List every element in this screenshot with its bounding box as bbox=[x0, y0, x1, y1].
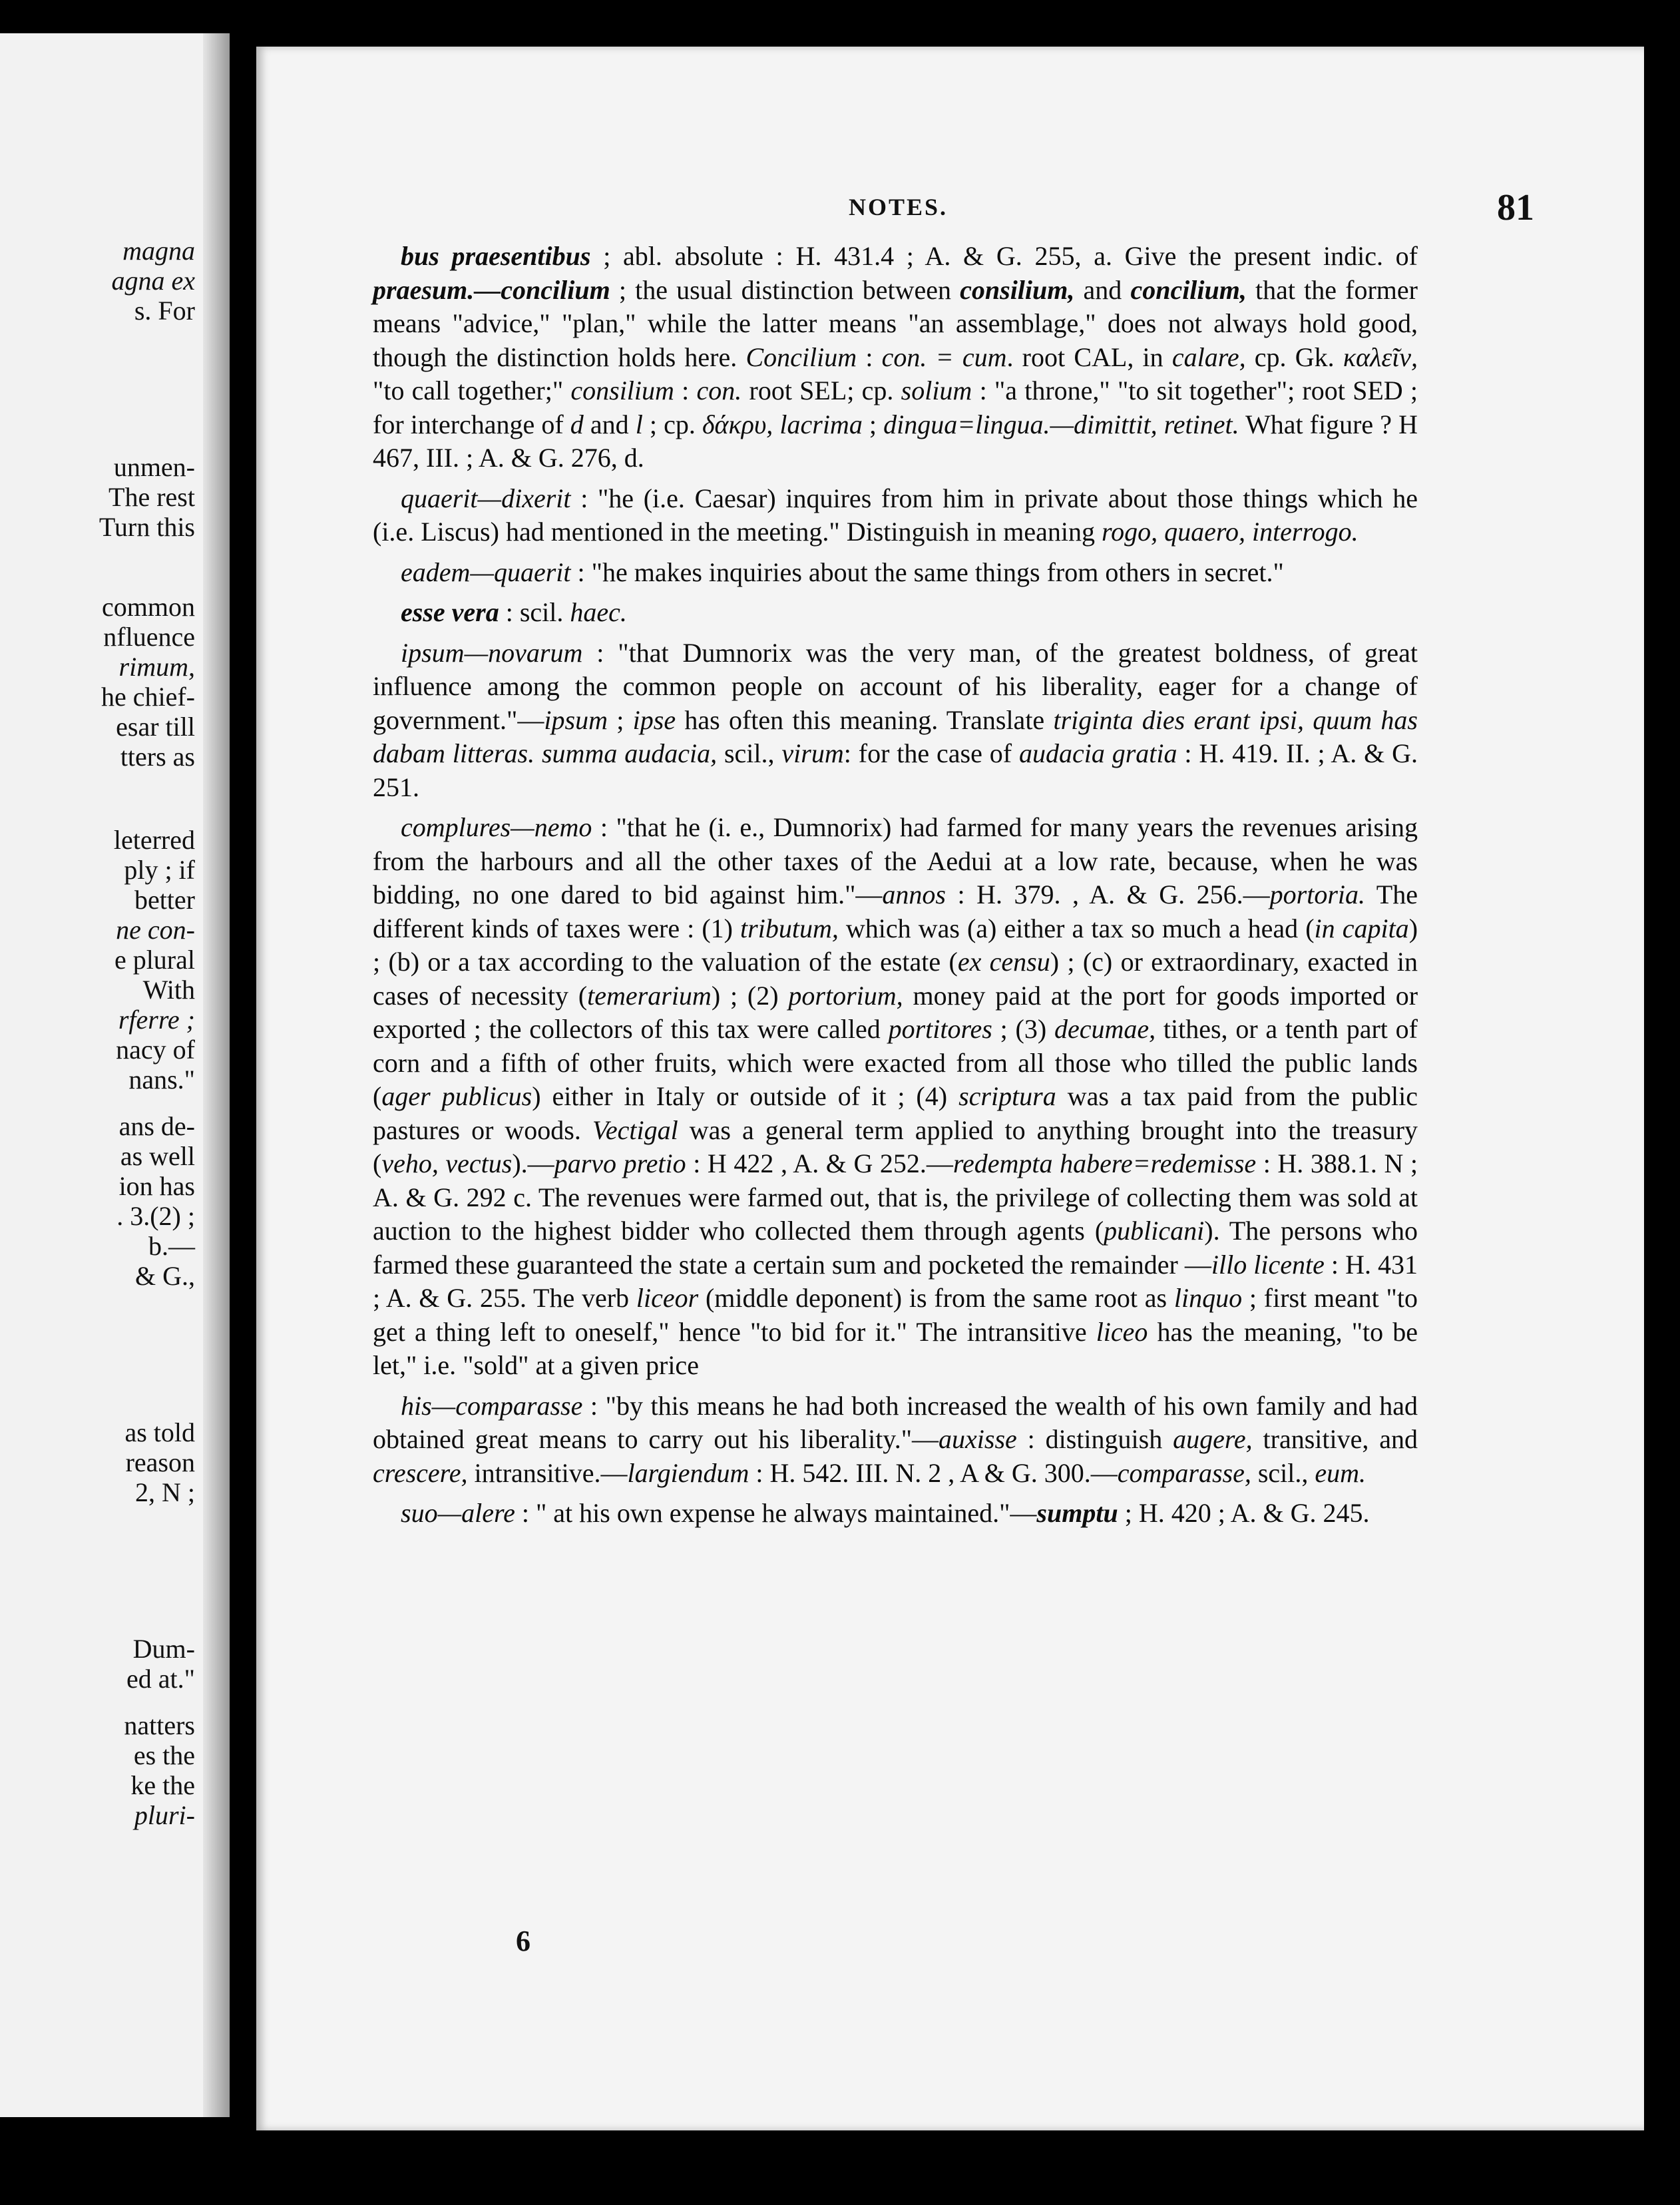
note-term: haec. bbox=[570, 597, 627, 627]
note-text: What figure ? H 467, III. ; A. & G. 276, d. bbox=[373, 409, 1418, 473]
note-text: and bbox=[583, 409, 636, 439]
note-term: temerarium bbox=[587, 980, 712, 1011]
note-term: calare, bbox=[1171, 342, 1246, 372]
left-page-line: The rest bbox=[108, 482, 195, 512]
note-term: eum. bbox=[1315, 1457, 1366, 1488]
note-paragraph bbox=[373, 556, 1418, 590]
note-text: : for the case of bbox=[843, 738, 1019, 768]
note-term: consilium bbox=[570, 375, 674, 405]
notes-body bbox=[373, 240, 1418, 1537]
note-term: con. = cum bbox=[881, 342, 1007, 372]
note-term: bus praesentibus bbox=[401, 241, 591, 271]
note-paragraph bbox=[373, 240, 1418, 475]
note-paragraph bbox=[373, 1389, 1418, 1491]
left-page-line: leterred bbox=[113, 825, 195, 855]
note-text: : distinguish bbox=[1016, 1424, 1173, 1454]
note-text: ; bbox=[607, 704, 633, 735]
left-page-line: ans de- bbox=[118, 1111, 195, 1141]
note-term: auxisse bbox=[939, 1424, 1017, 1454]
note-term: veho, vectus bbox=[381, 1148, 513, 1178]
note-text: : "that he (i. e., Dumnorix) had farmed for many years the revenues arising from the harbours and all the other taxes of the Aedui at a low rate, because, when he was bidding, no one dared to bid against him."— bbox=[373, 812, 1418, 909]
left-page-line: magna bbox=[122, 236, 195, 266]
signature-mark: 6 bbox=[516, 1925, 530, 1957]
note-text: ) either in Italy or outside of it ; (4) bbox=[532, 1081, 959, 1111]
note-text: ).— bbox=[512, 1148, 554, 1178]
note-term: in capita bbox=[1314, 913, 1409, 943]
left-page-line: nfluence bbox=[103, 622, 195, 652]
note-text: ; the usual distinction between bbox=[610, 274, 960, 305]
note-text: ; abl. absolute : H. 431.4 ; A. & G. 255, a. Give the present indic. of bbox=[590, 241, 1418, 271]
note-text: and bbox=[1074, 274, 1131, 305]
note-text: ; cp. bbox=[642, 409, 702, 439]
note-text: (middle deponent) is from the same root as bbox=[698, 1283, 1174, 1313]
page-gutter bbox=[203, 33, 230, 2117]
note-text: : H 422 , A. & G 252.— bbox=[686, 1148, 953, 1178]
left-page-line: Turn this bbox=[99, 512, 195, 542]
note-text: : H. 431 ; A. & G. 255. The verb bbox=[373, 1249, 1418, 1313]
note-term: praesum.—concilium bbox=[373, 274, 610, 305]
note-term: esse vera bbox=[401, 597, 499, 627]
note-text: was a tax paid from the public pastures or woods. bbox=[373, 1081, 1418, 1145]
note-term: ipsum bbox=[544, 704, 608, 735]
note-text: was a general term applied to anything brought into the treasury ( bbox=[373, 1114, 1418, 1178]
note-paragraph bbox=[373, 482, 1418, 549]
note-text: : "he (i.e. Caesar) inquires from him in private about those things which he (i.e. Liscus) had mentioned in the meeting." Distinguish in meaning bbox=[373, 483, 1418, 547]
note-text: ; bbox=[862, 409, 884, 439]
note-term: parvo pretio bbox=[554, 1148, 686, 1178]
left-page-line: 2, N ; bbox=[135, 1477, 195, 1507]
note-paragraph bbox=[373, 636, 1418, 805]
note-term: crescere, bbox=[373, 1457, 468, 1488]
note-text: ) ; (2) bbox=[711, 980, 789, 1011]
note-term: liceor bbox=[636, 1283, 699, 1313]
note-text: ) ; (b) or a tax according to the valuation of the estate ( bbox=[373, 913, 1418, 977]
note-term: portitores bbox=[888, 1014, 992, 1044]
left-page-line: s. For bbox=[134, 296, 195, 326]
left-page-line: tters as bbox=[120, 742, 195, 772]
left-page-line: better bbox=[134, 885, 195, 915]
page-number: 81 bbox=[1497, 187, 1534, 228]
note-term: illo licente bbox=[1211, 1249, 1325, 1280]
note-term: solium bbox=[901, 375, 972, 405]
left-page-line: . 3.(2) ; bbox=[116, 1201, 195, 1231]
left-page-line: he chief- bbox=[101, 682, 195, 712]
left-page-line: ke the bbox=[130, 1770, 195, 1800]
note-term: rogo, quaero, interrogo. bbox=[1102, 517, 1359, 547]
note-term: ex censu bbox=[957, 947, 1050, 977]
note-term: d bbox=[570, 409, 584, 439]
left-page-line: b.— bbox=[148, 1231, 195, 1261]
left-page-line: common bbox=[102, 592, 195, 622]
note-text: root SEL; cp. bbox=[741, 375, 901, 405]
left-page-line: ne con- bbox=[116, 915, 195, 945]
note-paragraph bbox=[373, 811, 1418, 1383]
note-term: ager publicus bbox=[381, 1081, 532, 1111]
note-text: which was (a) either a tax so much a head ( bbox=[838, 913, 1315, 943]
note-text: ; first meant "to get a thing left to oneself," hence "to bid for it." The intransitive bbox=[373, 1283, 1418, 1347]
note-term: triginta dies erant ipsi, quum has dabam litteras. summa audacia, bbox=[373, 704, 1418, 768]
left-page-line: unmen‑ bbox=[113, 452, 195, 482]
note-text: tithes, or a tenth part of corn and a fifth of other fruits, which were exacted from all those who tilled the public lands ( bbox=[373, 1014, 1418, 1111]
left-page-line: nacy of bbox=[116, 1035, 195, 1065]
note-term: eadem—quaerit bbox=[401, 557, 571, 587]
left-page-line: & G., bbox=[135, 1261, 195, 1291]
note-term: δάκρυ, lacrima bbox=[702, 409, 863, 439]
note-text: . root CAL, in bbox=[1006, 342, 1172, 372]
left-page-line: nans." bbox=[128, 1065, 195, 1095]
note-term: dingua=lingua.—dimittit, retinet. bbox=[883, 409, 1239, 439]
note-term: ipsum—novarum bbox=[401, 637, 583, 668]
note-text: : H. 542. III. N. 2 , A & G. 300.— bbox=[749, 1457, 1118, 1488]
note-term: virum bbox=[781, 738, 844, 768]
page-header bbox=[256, 186, 1644, 233]
note-term: portoria. bbox=[1269, 879, 1366, 909]
note-term: l bbox=[635, 409, 643, 439]
left-page-line: rimum, bbox=[118, 652, 195, 682]
note-text: : " at his own expense he always maintained."— bbox=[515, 1498, 1037, 1528]
note-term: sumptu bbox=[1036, 1498, 1118, 1528]
right-page bbox=[256, 47, 1644, 2130]
note-text: : "he makes inquiries about the same things from others in secret." bbox=[570, 557, 1284, 587]
note-term: decumae, bbox=[1054, 1014, 1156, 1044]
note-term: ipse bbox=[632, 704, 676, 735]
note-term: consilium, bbox=[960, 274, 1075, 305]
note-term: Vectigal bbox=[592, 1114, 678, 1145]
note-text: cp. Gk. bbox=[1245, 342, 1343, 372]
note-term: augere, bbox=[1173, 1424, 1253, 1454]
note-term: scriptura bbox=[958, 1081, 1056, 1111]
note-paragraph bbox=[373, 596, 1418, 630]
left-page-line: as told bbox=[124, 1417, 195, 1447]
note-term: tributum, bbox=[740, 913, 839, 943]
note-term: his—comparasse bbox=[401, 1390, 583, 1421]
note-text: : "by this means he had both increased the wealth of his own family and had obtained great means to carry out his liberality."— bbox=[373, 1390, 1418, 1454]
left-page-line: natters bbox=[124, 1710, 195, 1740]
left-page-line: pluri- bbox=[134, 1800, 195, 1830]
note-term: portorium, bbox=[788, 980, 903, 1011]
left-page-line: ion has bbox=[118, 1171, 195, 1201]
left-page-line: reason bbox=[125, 1447, 195, 1477]
note-paragraph bbox=[373, 1497, 1418, 1531]
note-text: : bbox=[674, 375, 697, 405]
note-term: liceo bbox=[1096, 1316, 1148, 1347]
note-term: largiendum bbox=[627, 1457, 749, 1488]
left-page-line: ed at." bbox=[126, 1664, 195, 1694]
note-text: ; (3) bbox=[992, 1014, 1054, 1044]
note-text: has the meaning, "to be let," i.e. "sold" at a given price bbox=[373, 1316, 1418, 1380]
note-text: "to call together;" bbox=[373, 375, 571, 405]
note-text: : "a throne," "to sit together"; root SED ; for interchange of bbox=[373, 375, 1418, 439]
left-page-line: as well bbox=[120, 1141, 195, 1171]
note-text: scil., bbox=[717, 738, 782, 768]
note-term: quaerit—dixerit bbox=[401, 483, 571, 513]
left-page-line: ply ; if bbox=[124, 855, 195, 885]
note-term: linquo bbox=[1173, 1283, 1243, 1313]
note-text: : H. 379. , A. & G. 256.— bbox=[945, 879, 1270, 909]
note-term: complures—nemo bbox=[401, 812, 592, 842]
note-text: : scil. bbox=[499, 597, 570, 627]
note-text: The different kinds of taxes were : (1) bbox=[373, 879, 1418, 943]
note-text: transitive, and bbox=[1252, 1424, 1418, 1454]
left-page-line: e plural bbox=[114, 945, 195, 975]
note-term: publicani bbox=[1104, 1216, 1205, 1246]
left-page-line: Dum- bbox=[132, 1634, 195, 1664]
note-text: ). The persons who farmed these guaranteed the state a certain sum and pocketed the remainder — bbox=[373, 1216, 1418, 1280]
note-text: : bbox=[857, 342, 882, 372]
note-text: scil., bbox=[1251, 1457, 1315, 1488]
note-text: ; H. 420 ; A. & G. 245. bbox=[1118, 1498, 1370, 1528]
note-term: con. bbox=[696, 375, 742, 405]
note-term: audacia gratia bbox=[1018, 738, 1177, 768]
note-text: ) ; (c) or extraordinary, exacted in cases of necessity ( bbox=[373, 947, 1418, 1011]
left-page-line: esar till bbox=[116, 712, 195, 742]
note-term: annos bbox=[882, 879, 946, 909]
left-page-line: es the bbox=[133, 1740, 195, 1770]
note-term: redempta habere=redemisse bbox=[952, 1148, 1257, 1178]
left-page-line: agna ex bbox=[111, 266, 195, 296]
left-page-line: With bbox=[142, 975, 195, 1005]
running-head: NOTES. bbox=[849, 194, 948, 220]
note-text: has often this meaning. Translate bbox=[676, 704, 1054, 735]
note-term: Concilium bbox=[745, 342, 857, 372]
left-page-line: rferre ; bbox=[118, 1005, 195, 1035]
note-term: suo—alere bbox=[401, 1498, 515, 1528]
note-text: : "that Dumnorix was the very man, of the greatest boldness, of great influence among the common people on account of his liberality, eager for a change of government."— bbox=[373, 637, 1418, 735]
note-term: concilium, bbox=[1130, 274, 1247, 305]
note-text: that the former means "advice," "plan," while the latter means "an assemblage," does not always hold good, though the distinction holds here. bbox=[373, 274, 1418, 372]
note-text: : H. 419. II. ; A. & G. 251. bbox=[373, 738, 1418, 802]
note-term: comparasse, bbox=[1117, 1457, 1251, 1488]
left-page-fragment bbox=[0, 33, 230, 2117]
note-text: : H. 388.1. N ; A. & G. 292 c. The revenues were farmed out, that is, the privilege of collecting them was sold at auction to the highest bidder who collected them through agents ( bbox=[373, 1148, 1418, 1246]
note-text: intransitive.— bbox=[467, 1457, 628, 1488]
note-term: καλεῖν, bbox=[1343, 342, 1418, 372]
note-text: money paid at the port for goods imported or exported ; the collectors of this tax were called bbox=[373, 980, 1418, 1044]
